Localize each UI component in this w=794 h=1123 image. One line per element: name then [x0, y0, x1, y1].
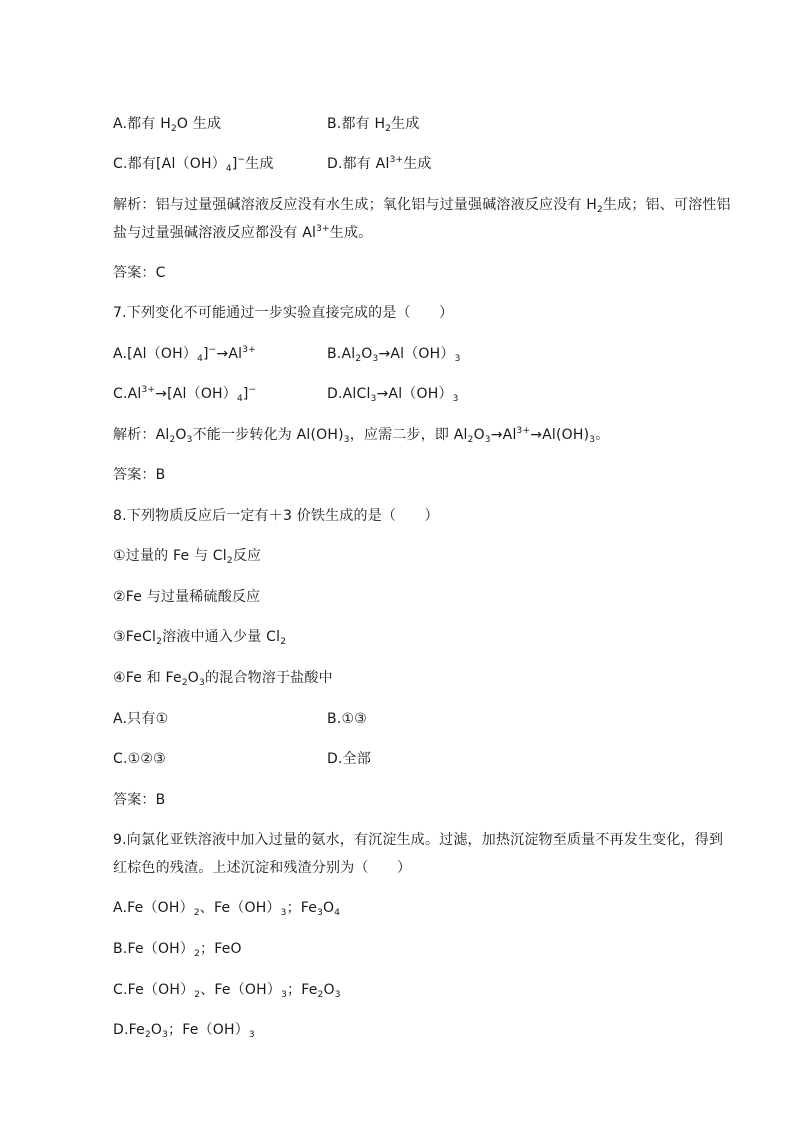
q8-answer: 答案：B	[113, 792, 166, 808]
text: 生成。	[329, 225, 373, 241]
subscript: 4	[236, 394, 243, 404]
text: ；Fe（OH）	[168, 1022, 249, 1038]
q8-stem: 8.下列物质反应后一定有＋3 价铁生成的是（ ）	[113, 508, 439, 524]
subscript: 2	[385, 124, 392, 134]
text: ①过量的 Fe 与 Cl	[113, 548, 227, 564]
text: ；Fe	[287, 982, 318, 998]
text: 溶液中通入少量 Cl	[162, 629, 281, 645]
superscript: −	[237, 155, 246, 165]
text: ]	[242, 386, 249, 402]
text: ]	[231, 156, 238, 172]
text: A.都有 H	[113, 116, 171, 132]
text: C.Fe（OH）	[113, 982, 195, 998]
text: B.Fe（OH）	[113, 941, 195, 957]
text: O 生成	[176, 116, 222, 132]
subscript: 3	[484, 435, 491, 445]
text: O	[150, 1022, 163, 1038]
subscript: 4	[225, 164, 232, 174]
subscript: 4	[334, 908, 341, 918]
text: B.都有 H	[327, 116, 386, 132]
text: 解析：铝与过量强碱溶液反应没有水生成；氧化铝与过量强碱溶液反应没有 H	[113, 197, 597, 213]
text: ；FeO	[200, 941, 242, 957]
subscript: 2	[156, 637, 163, 647]
text: B.Al	[327, 346, 356, 362]
subscript: 2	[317, 990, 324, 1000]
q7-option-b	[327, 344, 461, 364]
text: →Al	[216, 346, 243, 362]
subscript: 3	[248, 1030, 255, 1040]
text: O	[473, 427, 485, 443]
superscript: 3+	[389, 155, 404, 165]
text: O	[175, 427, 187, 443]
text: →Al(OH)	[530, 427, 590, 443]
q7-stem: 7.下列变化不可能通过一步实验直接完成的是（ ）	[113, 305, 454, 321]
q8-item-1	[113, 546, 261, 566]
text: O	[361, 346, 373, 362]
text: →[Al（OH）	[155, 386, 237, 402]
text: A.Fe（OH）	[113, 900, 194, 916]
text: 、Fe（OH）	[200, 982, 282, 998]
subscript: 3	[372, 354, 379, 364]
q8-item-4	[113, 668, 333, 688]
text: 生成	[391, 116, 420, 132]
q9-stem-line2: 红棕色的残渣。上述沉淀和残渣分别为（ ）	[113, 860, 412, 876]
text: 的混合物溶于盐酸中	[204, 670, 333, 686]
subscript: 3	[343, 435, 350, 445]
subscript: 3	[186, 435, 193, 445]
subscript: 2	[194, 949, 201, 959]
text: 生成	[245, 156, 274, 172]
q7-analysis	[113, 425, 609, 445]
text: 、Fe（OH）	[199, 900, 281, 916]
superscript: 3+	[242, 345, 256, 355]
text: ，应需二步，即 Al	[349, 427, 468, 443]
superscript: −	[208, 345, 217, 355]
q7-option-a	[113, 344, 256, 364]
subscript: 3	[334, 990, 341, 1000]
superscript: 3+	[516, 426, 531, 436]
q6-option-b	[327, 114, 420, 134]
subscript: 3	[199, 678, 205, 688]
q9-option-d	[113, 1020, 255, 1040]
q6-option-d	[327, 154, 432, 174]
text: D.AlCl	[327, 386, 371, 402]
subscript: 3	[452, 394, 459, 404]
text: →Al	[490, 427, 517, 443]
subscript: 3	[162, 1030, 169, 1040]
subscript: 2	[170, 124, 177, 134]
q6-option-a	[113, 114, 221, 134]
q6-analysis-line1	[113, 195, 731, 215]
subscript: 2	[144, 1030, 151, 1040]
text: A.[Al（OH）	[113, 346, 198, 362]
superscript: −	[248, 385, 257, 395]
subscript: 3	[281, 990, 288, 1000]
text: 不能一步转化为 Al(OH)	[192, 427, 344, 443]
text: 生成	[403, 156, 432, 172]
q9-stem-line1: 9.向氯化亚铁溶液中加入过量的氨水，有沉淀生成。过滤，加热沉淀物至质量不再发生变化，得到	[113, 832, 724, 848]
text: ④Fe 和 Fe	[113, 670, 182, 686]
superscript: 3+	[316, 224, 330, 234]
text: O	[323, 900, 335, 916]
subscript: 3	[280, 908, 287, 918]
text: 反应	[232, 548, 262, 564]
q8-option-a: A.只有①	[113, 711, 169, 727]
subscript: 2	[355, 354, 362, 364]
q8-item-2: ②Fe 与过量稀硫酸反应	[113, 589, 261, 605]
q9-option-c	[113, 980, 341, 1000]
q6-answer: 答案：C	[113, 265, 166, 281]
subscript: 3	[370, 394, 377, 404]
text: →Al（OH）	[376, 386, 453, 402]
text: 生成；铝、可溶性铝	[602, 197, 731, 213]
q7-option-c	[113, 384, 256, 404]
text: D.Fe	[113, 1022, 145, 1038]
text: 解析：Al	[113, 427, 170, 443]
subscript: 2	[169, 435, 176, 445]
superscript: 3+	[141, 385, 156, 395]
text: O	[323, 982, 335, 998]
subscript: 2	[280, 637, 287, 647]
text: ；Fe	[286, 900, 318, 916]
q8-option-c: C.①②③	[113, 751, 166, 767]
q7-option-d	[327, 384, 459, 404]
text: →Al（OH）	[378, 346, 455, 362]
text: C.Al	[113, 386, 142, 402]
q9-option-b	[113, 939, 242, 959]
text: ]	[203, 346, 209, 362]
q6-analysis-line2	[113, 223, 372, 243]
subscript: 2	[467, 435, 474, 445]
text: 盐与过量强碱溶液反应都没有 Al	[113, 225, 317, 241]
subscript: 2	[596, 205, 603, 215]
q7-answer: 答案：B	[113, 467, 166, 483]
q6-option-c	[113, 154, 274, 174]
text: D.都有 Al	[327, 156, 390, 172]
text: 。	[595, 427, 610, 443]
q8-option-d: D.全部	[327, 751, 372, 767]
q9-option-a	[113, 898, 340, 918]
subscript: 2	[226, 556, 233, 566]
text: C.都有[Al（OH）	[113, 156, 226, 172]
text: O	[187, 670, 200, 686]
text: ③FeCl	[113, 629, 157, 645]
subscript: 2	[181, 678, 188, 688]
q8-option-b: B.①③	[327, 711, 367, 727]
subscript: 3	[454, 354, 461, 364]
subscript: 3	[589, 435, 596, 445]
q8-item-3	[113, 627, 286, 647]
subscript: 2	[194, 990, 201, 1000]
subscript: 3	[317, 908, 324, 918]
subscript: 2	[193, 908, 200, 918]
subscript: 4	[197, 354, 203, 364]
